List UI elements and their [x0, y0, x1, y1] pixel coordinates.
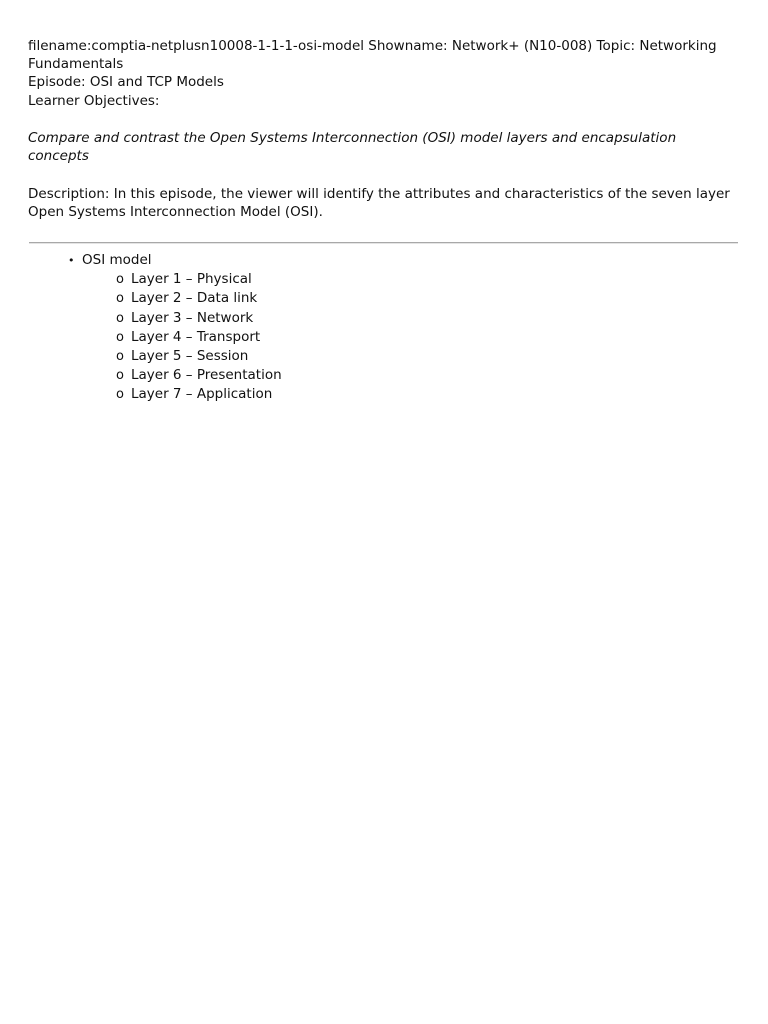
outline-item-osi-model — [66, 251, 282, 270]
layer-item — [116, 289, 282, 308]
layer-item — [116, 385, 282, 404]
sub-bullet-icon: o — [116, 329, 124, 345]
layer-label: Layer 7 – Application — [131, 386, 273, 403]
sub-bullet-icon: o — [116, 272, 124, 288]
layer-label: Layer 3 – Network — [131, 309, 254, 326]
layer-item — [116, 347, 282, 366]
outline-item-label: OSI model — [82, 252, 152, 268]
layer-list — [116, 270, 282, 404]
outline-list — [66, 251, 282, 405]
episode-line: Episode: OSI and TCP Models — [28, 74, 224, 91]
sub-bullet-icon: o — [116, 291, 124, 307]
layer-item — [116, 328, 282, 347]
sub-bullet-icon: o — [116, 310, 124, 326]
bullet-icon: • — [68, 254, 75, 267]
layer-label: Layer 2 – Data link — [131, 290, 258, 307]
document-page — [28, 37, 738, 250]
episode-description: Description: In this episode, the viewer will identify the attributes and characteristics of the seven layer Open Systems Interconnection Model (OSI). — [28, 186, 730, 221]
filename-line: filename:comptia-netplusn10008-1-1-1-osi-model Showname: Network+ (N10-008) Topic: Networking Fundamentals — [28, 38, 717, 73]
layer-label: Layer 1 – Physical — [131, 271, 252, 288]
learner-objective: Compare and contrast the Open Systems Interconnection (OSI) model layers and encapsulation concepts — [28, 129, 677, 165]
objectives-label: Learner Objectives: — [28, 92, 160, 109]
layer-label: Layer 4 – Transport — [131, 328, 261, 345]
layer-item — [116, 309, 282, 328]
document-header — [28, 37, 738, 110]
layer-label: Layer 5 – Session — [131, 348, 249, 365]
sub-bullet-icon: o — [116, 387, 124, 403]
horizontal-divider — [29, 242, 738, 244]
layer-item — [116, 366, 282, 385]
sub-bullet-icon: o — [116, 368, 124, 384]
sub-bullet-icon: o — [116, 349, 124, 365]
layer-label: Layer 6 – Presentation — [131, 367, 282, 384]
layer-item — [116, 270, 282, 289]
